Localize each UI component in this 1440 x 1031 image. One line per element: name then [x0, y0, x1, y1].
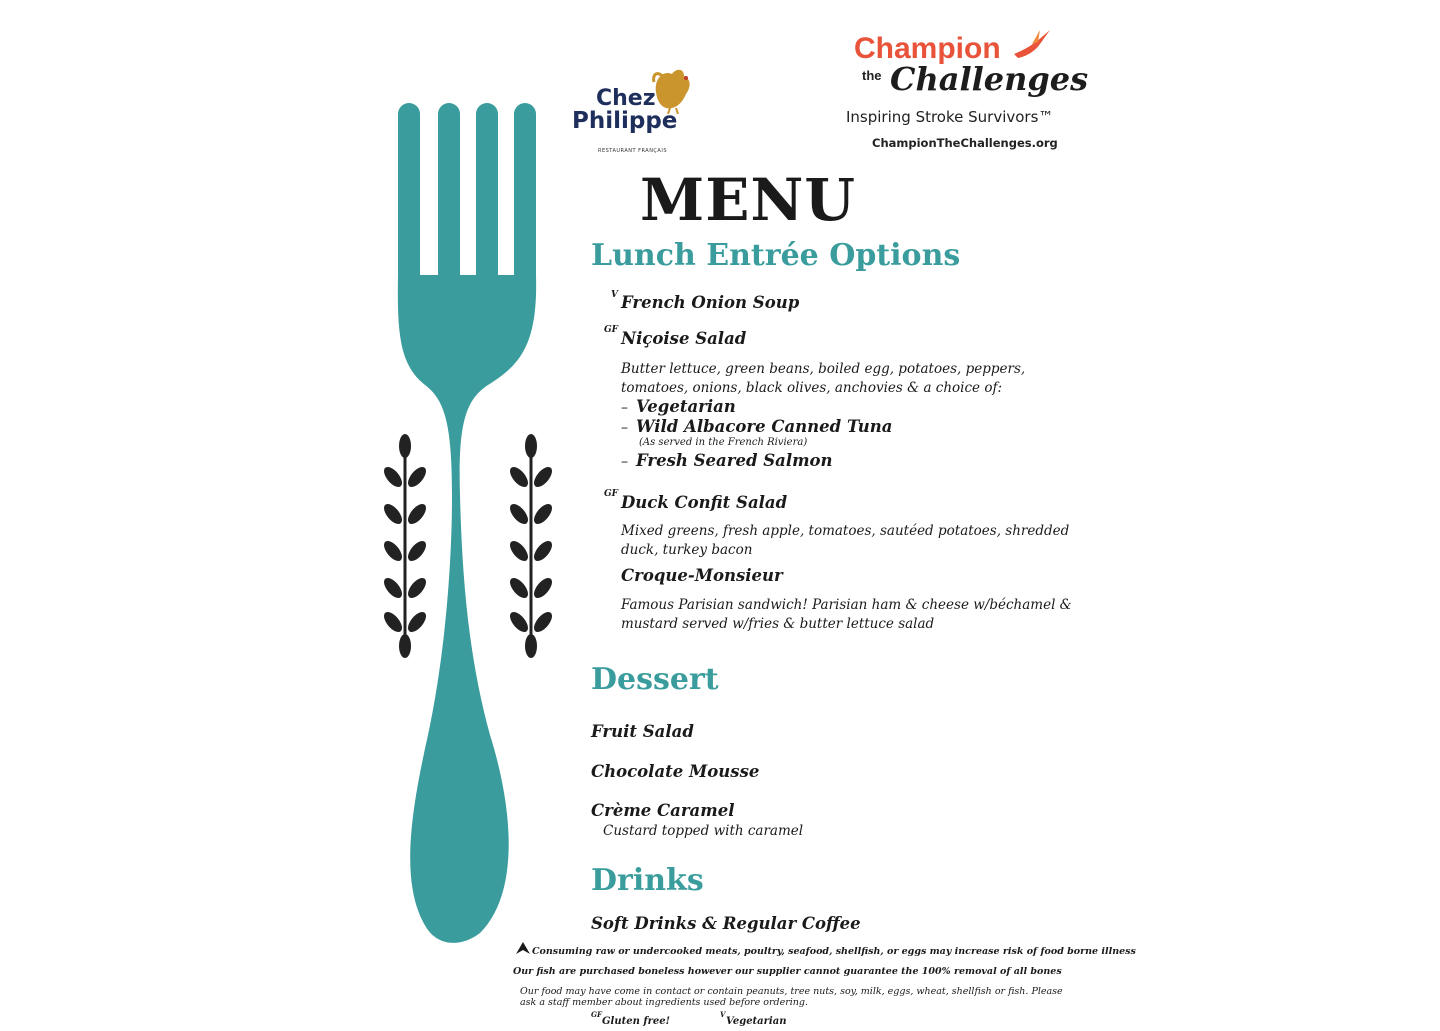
menu-item-name: Fruit Salad	[591, 722, 694, 741]
menu-item-name: Soft Drinks & Regular Coffee	[591, 914, 861, 933]
laurel-sprig-right	[509, 432, 553, 660]
raw-food-warning: Consuming raw or undercooked meats, poultry, seafood, shellfish, or eggs may increase risk of food borne illness	[532, 946, 1136, 957]
menu-item-description: Custard topped with caramel	[603, 823, 804, 839]
champion-logo-tagline: Inspiring Stroke Survivors™	[846, 108, 1054, 126]
champion-logo-the: the	[862, 68, 882, 83]
menu-item-name: Chocolate Mousse	[591, 762, 760, 781]
menu-item-name: French Onion Soup	[621, 293, 800, 312]
allergen-note: Our food may have come in contact or contain peanuts, tree nuts, soy, milk, eggs, wheat, shellfish or fish. Please ask a staff member about ingredients used before ordering.	[520, 986, 1063, 1008]
rooster-icon	[650, 64, 694, 114]
chez-logo-subtitle: RESTAURANT FRANÇAIS	[598, 148, 667, 154]
menu-title: MENU	[640, 166, 857, 234]
warning-mark-icon	[515, 941, 531, 955]
option-item: – Vegetarian	[621, 397, 736, 416]
menu-item-name: Croque-Monsieur	[621, 566, 783, 585]
chez-logo-line2: Philippe	[572, 108, 678, 134]
option-item: – Wild Albacore Canned Tuna	[621, 417, 893, 436]
menu-item-name: Duck Confit Salad	[621, 493, 788, 512]
option-label: Vegetarian	[636, 397, 736, 416]
menu-item-description: Butter lettuce, green beans, boiled egg, potatoes, peppers, tomatoes, onions, black olives, anchovies & a choice of:	[621, 361, 1026, 396]
option-label: Wild Albacore Canned Tuna	[636, 417, 893, 436]
option-note: (As served in the French Riviera)	[639, 437, 808, 448]
menu-item-description: Mixed greens, fresh apple, tomatoes, sautéed potatoes, shredded duck, turkey bacon	[621, 523, 1070, 558]
legend-tag: V	[720, 1010, 726, 1019]
lunch-heading: Lunch Entrée Options	[591, 238, 961, 273]
item-tag: GF	[604, 325, 619, 335]
chez-logo-line1: Chez	[596, 86, 656, 111]
chez-philippe-logo	[568, 64, 700, 160]
legend-label: Gluten free!	[602, 1016, 671, 1027]
menu-item-description: Famous Parisian sandwich! Parisian ham & cheese w/béchamel & mustard served w/fries & butter lettuce salad	[621, 597, 1072, 632]
option-item: – Fresh Seared Salmon	[621, 451, 833, 470]
legend-label: Vegetarian	[726, 1016, 787, 1027]
champion-logo-url: ChampionTheChallenges.org	[872, 136, 1058, 150]
champion-logo-word: Champion	[854, 32, 1001, 65]
champion-logo-challenges: Challenges	[890, 60, 1089, 98]
option-label: Fresh Seared Salmon	[636, 451, 833, 470]
legend-tag: GF	[591, 1010, 602, 1019]
menu-item-name: Crème Caramel	[591, 801, 735, 820]
hummingbird-icon	[1010, 28, 1054, 64]
item-tag: V	[611, 290, 618, 300]
item-tag: GF	[604, 489, 619, 499]
champion-the-challenges-logo	[840, 28, 1089, 158]
dessert-heading: Dessert	[591, 662, 719, 697]
drinks-heading: Drinks	[591, 863, 704, 898]
menu-item-name: Niçoise Salad	[621, 329, 747, 348]
fish-bones-note: Our fish are purchased boneless however our supplier cannot guarantee the 100% removal of all bones	[513, 966, 1062, 977]
laurel-sprig-left	[383, 432, 427, 660]
